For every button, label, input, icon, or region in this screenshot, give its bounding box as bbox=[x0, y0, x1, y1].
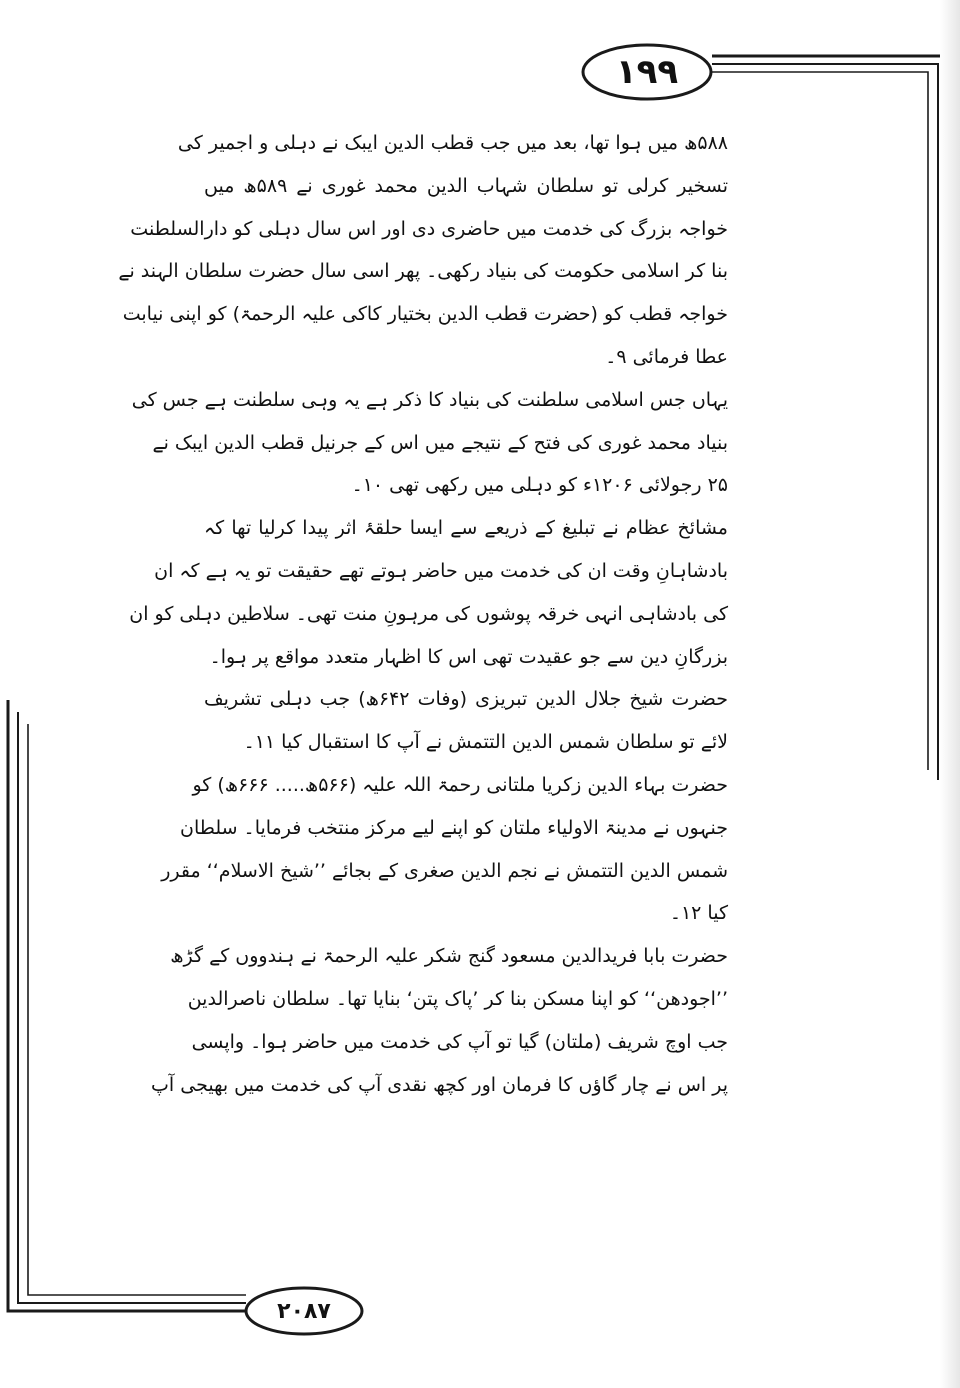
top-page-number: ١٩٩ bbox=[615, 52, 679, 92]
text-line: بادشاہانِ وقت ان کی خدمت میں حاضر ہوتے تھے حقیقت تو یہ ہے کہ ان bbox=[154, 559, 728, 582]
text-line: جب اوچ شریف (ملتان) گیا تو آپ کی خدمت میں حاضر ہوا۔ واپسی bbox=[191, 1030, 728, 1053]
text-line: مشائخ عظام نے تبلیغ کے ذریعے سے ایسا حلقۂ اثر پیدا کرلیا تھا کہ bbox=[204, 517, 728, 540]
text-line: بنا کر اسلامی حکومت کی بنیاد رکھی۔ پھر اسی سال حضرت سلطان الہند نے bbox=[118, 260, 728, 283]
text-line: لائے تو سلطان شمس الدین التتمش نے آپ کا استقبال کیا ۱۱۔ bbox=[243, 731, 728, 754]
text-line: حضرت شیخ جلال الدین تبریزی (وفات ۶۴۲ھ) جب دہلی تشریف bbox=[204, 688, 728, 711]
body-text bbox=[118, 122, 728, 1262]
text-line: ’’اجودھن‘‘ کو اپنا مسکن بنا کر ’پاک پتن‘ بنایا تھا۔ سلطان ناصرالدین bbox=[187, 987, 728, 1010]
text-line: تسخیر کرلی تو سلطان شہاب الدین محمد غوری نے ۵۸۹ھ میں bbox=[204, 174, 728, 197]
text-line: ۵۸۸ھ میں ہوا تھا، بعد میں جب قطب الدین ایبک نے دہلی و اجمیر کی bbox=[177, 132, 728, 154]
text-line: یہاں جس اسلامی سلطنت کی بنیاد کا ذکر ہے یہ وہی سلطنت ہے جس کی bbox=[131, 388, 728, 411]
text-line: خواجہ بزرگ کی خدمت میں حاضری دی اور اس سال دہلی کو دارالسلطنت bbox=[130, 217, 728, 240]
text-line: خواجہ قطب کو (حضرت قطب الدین بختیار کاکی علیہ الرحمۃ) کو اپنی نیابت bbox=[122, 303, 728, 326]
text-line: کیا ۱۲۔ bbox=[669, 902, 728, 925]
frame-line-top-right-middle bbox=[712, 64, 938, 780]
text-line: بنیاد محمد غوری کی فتح کے نتیجے میں اس کے جرنیل قطب الدین ایبک نے bbox=[152, 431, 728, 454]
text-line: عطا فرمائی ۹۔ bbox=[605, 345, 728, 368]
frame-line-top-right-outer bbox=[712, 56, 948, 790]
frame-line-top-right-inner bbox=[712, 72, 928, 770]
page-edge-shadow bbox=[940, 0, 960, 1388]
text-line: جنہوں نے مدینۃ الاولیاء ملتان کو اپنے لیے مرکز منتخب فرمایا۔ سلطان bbox=[179, 816, 728, 839]
text-line: ۲۵ رجولائی ۱۲۰۶ء کو دہلی میں رکھی تھی ۱۰۔ bbox=[351, 474, 728, 497]
text-line: بزرگانِ دین سے جو عقیدت تھی اس کا اظہار متعدد مواقع پر ہوا۔ bbox=[209, 645, 728, 668]
text-line: حضرت بہاء الدین زکریا ملتانی رحمۃ اللہ علیہ (۵۶۶ھ..... ۶۶۶ھ) کو bbox=[192, 773, 728, 796]
text-line: حضرت بابا فریدالدین مسعود گنج شکر علیہ الرحمۃ نے ہندووں کے گڑھ bbox=[170, 945, 728, 968]
text-line: کی بادشاہی انہی خرقہ پوشوں کی مرہونِ منت تھی۔ سلاطین دہلی کو ان bbox=[129, 602, 728, 625]
bottom-page-number: ٢٠٨٧ bbox=[277, 1298, 331, 1324]
text-line: شمس الدین التتمش نے نجم الدین صغری کے بجائے ’’شیخ الاسلام‘‘ مقرر bbox=[161, 859, 728, 882]
text-line: پر اس نے چار گاؤں کا فرمان اور کچھ نقدی آپ کی خدمت میں بھیجی آپ bbox=[151, 1073, 728, 1096]
